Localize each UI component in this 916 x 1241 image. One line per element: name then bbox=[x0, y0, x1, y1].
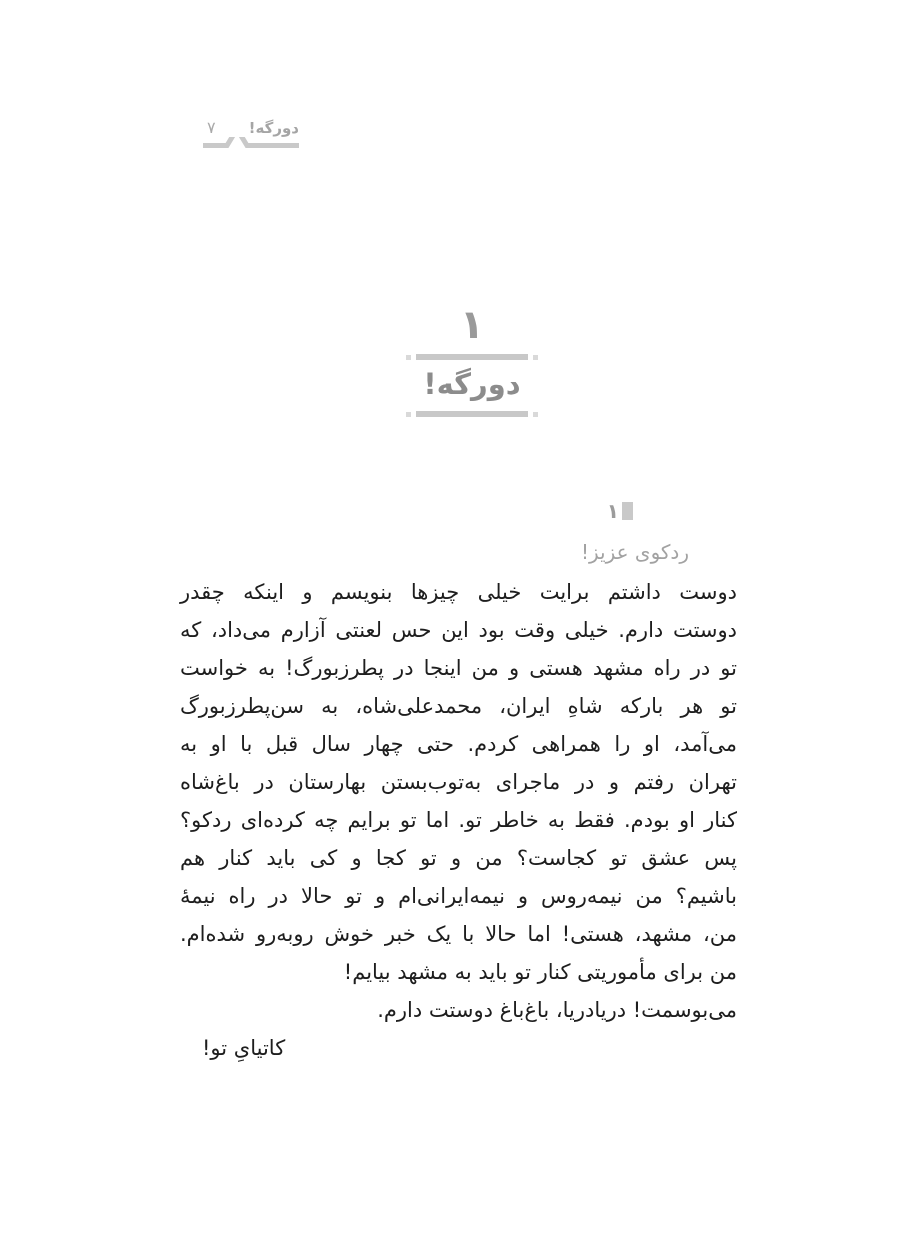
letter-body-line: دوستت دارم. خیلی وقت بود این حس لعنتی آزارم می‌داد، که bbox=[180, 618, 737, 642]
letter-greeting: ردکوی عزیز! bbox=[580, 540, 689, 564]
running-header-title: دورگه! bbox=[248, 119, 299, 137]
rule-endcap-icon bbox=[406, 412, 411, 417]
rule-endcap-icon bbox=[406, 355, 411, 360]
letter-block bbox=[180, 500, 737, 1067]
letter-body-line: باشیم؟ من نیمه‌روس و نیمه‌ایرانی‌ام و تو حالا در راه نیمهٔ bbox=[180, 884, 737, 908]
chapter-title: دورگه! bbox=[423, 367, 521, 401]
rule-bar bbox=[416, 354, 528, 360]
letter-closing-line: من برای مأموریتی کنار تو باید به مشهد بیایم! bbox=[343, 960, 737, 984]
header-rule-peak-ornament bbox=[203, 137, 299, 149]
running-header-labels bbox=[203, 110, 299, 136]
letter-body-line: تو در راه مشهد هستی و من اینجا در پطرزبورگ! به خواست bbox=[180, 656, 737, 680]
rule-bar bbox=[416, 411, 528, 417]
letter-body bbox=[180, 573, 737, 1067]
rule-endcap-icon bbox=[533, 412, 538, 417]
letter-body-line: کنار او بودم. فقط به خاطر تو. اما تو برایم چه کرده‌ای ردکو؟ bbox=[180, 808, 737, 832]
letter-body-line: دوست داشتم برایت خیلی چیزها بنویسم و اینکه چقدر bbox=[180, 580, 737, 604]
letter-body-line: تو هر بارکه شاهِ ایران، محمدعلی‌شاه، به سن‌پطرزبورگ bbox=[180, 694, 737, 718]
section-block-icon bbox=[622, 502, 633, 520]
chapter-number: ۱ bbox=[459, 302, 485, 348]
chapter-heading bbox=[403, 303, 541, 421]
running-header bbox=[203, 110, 299, 148]
letter-body-line: تهران رفتم و در ماجرای به‌توب‌بستن بهارستان در باغ‌شاه bbox=[180, 770, 737, 794]
rule-endcap-icon bbox=[533, 355, 538, 360]
letter-body-line: من، مشهد، هستی! اما حالا با یک خبر خوش روبه‌رو شده‌ام. bbox=[180, 922, 737, 946]
letter-body-line: می‌آمد، او را همراهی کردم. حتی چهار سال قبل با او به bbox=[180, 732, 737, 756]
section-marker bbox=[180, 500, 633, 522]
letter-signature: کاتیایِ تو! bbox=[202, 1036, 286, 1060]
chapter-rule-top bbox=[403, 354, 541, 360]
letter-body-line: پس عشق تو کجاست؟ من و تو کجا و کی باید کنار هم bbox=[180, 846, 737, 870]
chapter-rule-bottom bbox=[403, 411, 541, 417]
section-number: ۱ bbox=[606, 499, 619, 523]
page-number: ۷ bbox=[207, 118, 216, 137]
letter-closing-line: می‌بوسمت! دریادریا، باغ‌باغ دوستت دارم. bbox=[377, 998, 737, 1022]
